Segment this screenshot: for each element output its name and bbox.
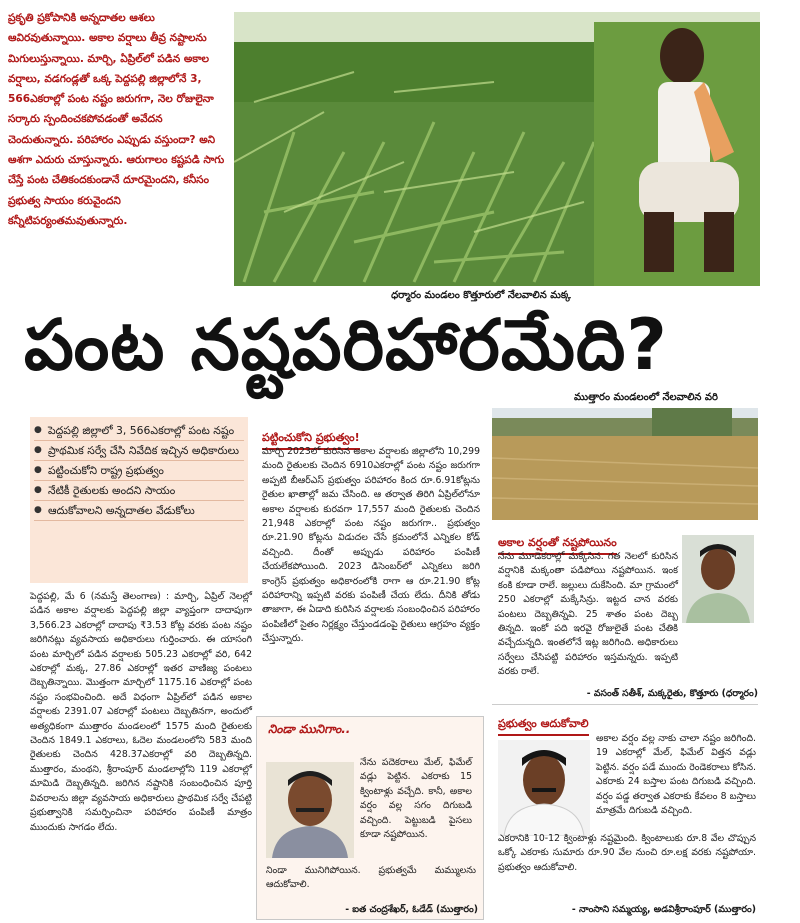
highlight-item: ● ప్రాథమిక సర్వే చేసి నివేదిక ఇచ్చిన అధికారులు (34, 441, 244, 461)
quote-text-sammaiah: అకాల వర్షం వల్ల నాకు చాలా నష్టం జరిగింది. 19 ఎకరాల్లో మేల్, ఫిమేల్ విత్తన వడ్లు పెట్టిన. వర్షం పడే ముందు రెండెకరాలు కోసిన. ఎకరాకు 24 బస్తాల పంట దిగుబడి వచ్చింది. వర్షం పడ్డ తర్వాత ఎకరాకు కేవలం 8 బస్తాలు మాత్రమే దిగుబడి వచ్చింది. (596, 733, 756, 817)
quote-text-satish (498, 550, 752, 680)
quote-text2-chandrashekar: నిండా మునిగిపోయిన. ప్రభుత్వమే మమ్ములను ఆదుకోవాలి. (266, 865, 476, 891)
quote-title-satish: అకాల వర్షంతో నష్టపోయినం (498, 536, 617, 555)
main-photo-caption: ధర్మారం మండలం కొత్తూరులో నేలవాలిన మక్క (391, 290, 571, 301)
quote-title-sammaiah: ప్రభుత్వం ఆదుకోవాలి (498, 717, 589, 736)
quote-title-chandrashekar: నిండా మునిగాం.. (268, 722, 351, 736)
quote-text2-sammaiah: ఎకరానికి 10-12 క్వింటాళ్లు నష్టమైంది. క్వింటాలుకు రూ.8 వేల చొప్పున ఒక్కో ఎకరాకు సుమారు రూ.90 వేల నుంచి రూ.లక్ష వరకు నష్టపోయా. ప్రభుత్వం ఆదుకోవాలి. (498, 833, 756, 873)
highlights-box (30, 417, 248, 583)
highlight-item: ● ఆదుకోవాలని అన్నదాతల వేడుకోలు (34, 501, 244, 521)
quote-body-satish: నేను మూడెకరాల్లో మక్కేసిన. గత నెలలో కురిసిన వర్షానికి మక్కంతా పడిపోయి నష్టపోయిన. ఇంక కంకి కూడా రాలే. జల్లులు దుకేసింది. మా గ్రామంలో 250 ఎకరాల్లో మక్కేసిన్రు. ఇట్టద చాన వరకు పంటలు దెబ్బతిన్నవి. 25 శాతం పంట దెబ్బ తిన్నది. ఇంకో పది ఇరవై రోజులైతే పంట చేతికి వచ్చేదున్నది. ఇంతలోనే ఇట్ల జరిగింది. అధికారులు సర్వేలు చేసిపట్టి పరిహారం ఇస్తమన్నరు. ఇప్పటి వరకు రాలే. (498, 551, 678, 678)
farmer-portrait-sammaiah (498, 740, 590, 836)
quote-text-chandrashekar: నేను పదెకరాలు మేల్, ఫిమేల్ వడ్లు పెట్టిన. ఎకరాకు 15 క్వింటాళ్లు వచ్చేది. కానీ, అకాల వర్షం వల్ల సగం దిగుబడి వచ్చింది. పెట్టుబడి పైసలు కూడా నష్టపోయిన. (360, 757, 472, 841)
section-title-govt: పట్టించుకోని ప్రభుత్వం! (262, 431, 360, 450)
divider (492, 704, 758, 705)
highlight-item: ● నేటికీ రైతులకు అందని సాయం (34, 481, 244, 501)
quote-signature-chandrashekar: - ఐత చంద్రశేఖర్, ఓడేడ్ (ముత్తారం) (345, 904, 478, 915)
main-article-body: పెద్దపల్లి, మే 6 (నమస్తే తెలంగాణ) : మార్చి, ఏప్రిల్ నెలల్లో పడిన అకాల వర్షాలకు పెద్దపల్లి జిల్లా వ్యాప్తంగా దాదాపుగా 3,566.23 ఎకరాల్లో దాదాపు ₹3.53 కోట్ల వరకు పంట నష్టం జరిగినట్లు వ్యవసాయ అధికారులు గుర్తించారు. ఈ యాసంగి పంట మార్చిలో పడిన వర్షాలకు 505.23 ఎకరాల్లో వరి, 642 ఎకరాల్లో మక్క, 27.86 ఎకరాల్లో ఇతర వాణిజ్య పంటలు దెబ్బతిన్నాయి. మొత్తంగా మార్చిలో 1175.16 ఎకరాల్లో పంట నష్టం సంభవించింది. అదే విధంగా ఏప్రిల్‌లో పడిన అకాల వర్షాలకు 2391.07 ఎకరాల్లో పంటలు దెబ్బతినగా, అందులో అత్యధికంగా ముత్తారం మండలంలో 1575 మంది రైతులకు చెందిన 1849.1 ఎకరాలు, ఓదెల మండలంలోని 583 మంది రైతులకు చెందిన 428.37ఎకరాల్లో వరి దెబ్బతిన్నది. ముత్తారం, మంథని, శ్రీరాంపూర్ మండలాల్లోని 119 ఎకరాల్లో మామిడి దెబ్బతిన్నది. జరిగిన నష్టానికి సంబంధించిన పూర్తి వివరాలను జిల్లా వ్యవసాయ అధికారులు ప్రాథమిక సర్వే చేపట్టి ప్రభుత్వానికి సమర్పించినా పరిహారం పంపిణీ మాత్రం ముందుకు సాగడం లేదు. (30, 591, 252, 833)
farmer-portrait-chandrashekar (266, 762, 354, 858)
highlight-item: ● పెద్దపల్లి జిల్లాలో 3, 566ఎకరాల్లో పంట నష్టం (34, 421, 244, 441)
quote-signature-sammaiah: - నాంసాని సమ్మయ్య, అడవిశ్రీరాంపూర్ (ముత్తారం) (571, 904, 756, 915)
paddy-photo-caption: ముత్తారం మండలంలో నేలవాలిన వరి (574, 392, 718, 403)
paddy-field-photo (492, 408, 758, 520)
highlight-item: ● పట్టించుకోని రాష్ట్ర ప్రభుత్వం (34, 461, 244, 481)
quote-signature-satish: - వసంత్ సతీశ్, మక్కరైతు, కొత్తూరు (ధర్మారం) (586, 688, 758, 699)
box3-title-wrap (498, 712, 589, 736)
govt-article-body: మార్చి 2023లో కురిసిన అకాల వర్షాలకు జిల్లాలోని 10,299 మంది రైతులకు చెందిన 6910ఎకరాల్లో పంట నష్టం జరుగగా అప్పటి బీఆర్‌ఎస్ ప్రభుత్వం పరిహారం కింద రూ.6.91కోట్లను రైతుల ఖాతాల్లో జమ చేసింది. ఆ తర్వాత తిరిగి ఏప్రిల్‌లోనూ అకాల వర్షాలకు కురవగా 17,557 మంది రైతులకు చెందిన 21,948 ఎకరాల్లో పంట నష్టం జరుగగా.. ప్రభుత్వం రూ.21.90 కోట్లను విడుదల చేసే క్రమంలోనే ఎన్నికల కోడ్ వచ్చింది. దీంతో అప్పుడు పరిహారం పంపిణీ చేయలేకపోయింది. 2023 డిసెంబర్‌లో ఎన్నికలు జరిగి కాంగ్రెస్ ప్రభుత్వం అధికారంలోకి రాగా ఆ రూ.21.90 కోట్ల పరిహారాన్ని ఇప్పటి వరకు పంపిణీ చేయ లేదు. దీనికి తోడు తాజాగా, ఈ ఏడాది కురిసిన వర్షాలకు సంబంధించిన పరిహారం పంపిణీలో సైతం నిర్లక్ష్యం చేస్తుండడంపై రైతులు ఆగ్రహం వ్యక్తం చేస్తున్నారు. (262, 446, 480, 645)
intro-paragraph: ప్రకృతి ప్రకోపానికి అన్నదాతల ఆశలు ఆవిరవుతున్నాయి. అకాల వర్షాలు తీవ్ర నష్టాలను మిగులుస్తున్నాయి. మార్చి, ఏప్రిల్‌లో పడిన అకాల వర్షాలు, వడగండ్లతో ఒక్క పెద్దపల్లి జిల్లాలోనే 3, 566ఎకరాల్లో పంట నష్టం జరుగగా, నెల రోజులైనా సర్కారు స్పందించకపోవడంతో అవేదన చెందుతున్నారు. పరిహారం ఎప్పుడు వస్తుందా? అని ఆశగా ఎదురు చూస్తున్నారు. ఆరుగాలం కష్టపడి సాగు చేస్తే పంట చేతికందకుండానే దూరమైందని, కనీసం ప్రభుత్వ సాయం కరువైందని కన్నీటిపర్యంతమవుతున్నారు. (8, 12, 225, 227)
maize-field-photo (234, 12, 760, 286)
headline: పంట నష్టపరిహారమేది? (24, 304, 668, 386)
